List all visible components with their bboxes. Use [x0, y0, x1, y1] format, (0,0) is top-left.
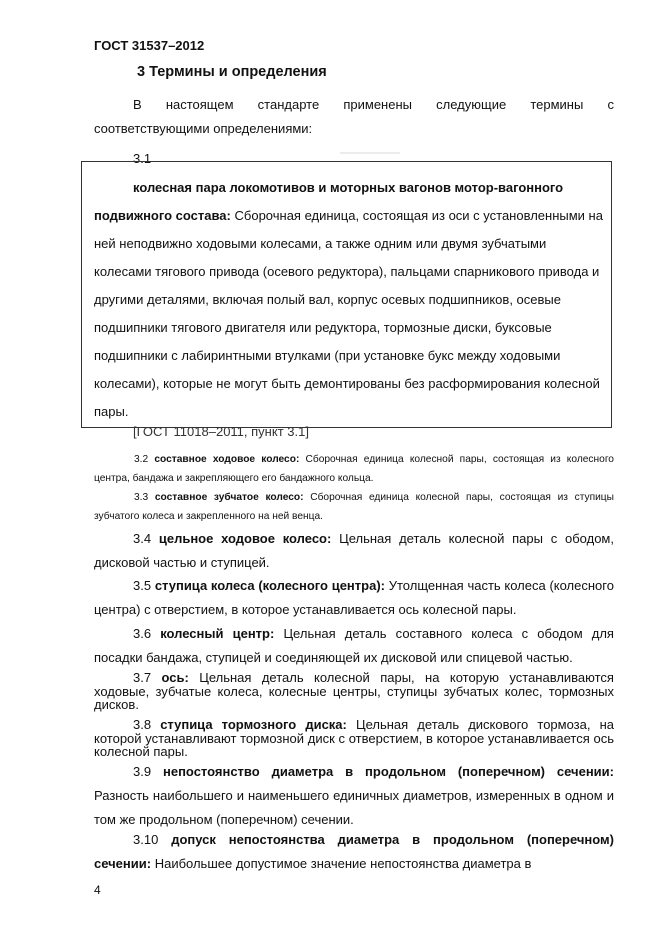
term-3-1-term-line-2: подвижного состава: [94, 208, 231, 223]
faint-mark [340, 152, 400, 154]
intro-line-1: В настоящем стандарте применены следующие термины с [133, 97, 614, 112]
term-3-3: 3.3 составное зубчатое колесо: Сборочная единица колесной пары, состоящая из ступицы зубчатого колеса и закрепленного на ней венца. [94, 492, 614, 522]
document-header: ГОСТ 31537–2012 [94, 38, 205, 53]
term-3-1-term-line-1: колесная пара локомотивов и моторных вагонов мотор-вагонного [133, 180, 564, 195]
term-3-4: 3.4 цельное ходовое колесо: Цельная деталь колесной пары с ободом, дисковой частью и ступицей. [94, 531, 614, 570]
term-3-9: 3.9 непостоянство диаметра в продольном (поперечном) сечении: Разность наибольшего и наименьшего единичных диаметров, измеренных в одном и том же продольном (поперечном) сечении. [94, 764, 614, 827]
term-3-1-number: 3.1 [133, 151, 152, 166]
term-3-2: 3.2 составное ходовое колесо: Сборочная единица колесной пары, состоящая из колесного центра, бандажа и закрепляющего его бандажного кольца. [94, 454, 614, 484]
term-3-8: 3.8 ступица тормозного диска: Цельная деталь дискового тормоза, на которой устанавливают тормозной диск с отверстием, в которое устанавливается ось колесной пары. [94, 717, 614, 759]
term-3-10: 3.10 допуск непостоянства диаметра в продольном (поперечном) сечении: Наибольшее допустимое значение непостоянства диаметра в [94, 832, 614, 871]
term-3-6: 3.6 колесный центр: Цельная деталь составного колеса с ободом для посадки бандажа, ступицей и соединяющей их дисковой или спицевой частью. [94, 626, 614, 665]
term-3-1-source: [ГОСТ 11018–2011, пункт 3.1] [133, 424, 309, 439]
section-title: 3 Термины и определения [137, 64, 327, 80]
term-3-7: 3.7 ось: Цельная деталь колесной пары, на которую устанавливаются ходовые, зубчатые колеса, колесные центры, ступицы зубчатых колес, тормозных дисков. [94, 670, 614, 712]
term-3-1-text [94, 174, 606, 426]
term-3-5: 3.5 ступица колеса (колесного центра): Утолщенная часть колеса (колесного центра) с отверстием, в которое устанавливается ось колесной пары. [94, 578, 614, 617]
term-3-1-definition: Сборочная единица, состоящая из оси с установленными на ней неподвижно ходовыми колесами, а также одним или двумя зубчатыми колесами тягового привода (осевого редуктора), пальцами спарникового привода и другими деталями, включая полый вал, корпус осевых подшипников, осевые подшипники тягового двигателя или редуктора, тормозные диски, буксовые подшипники с лабиринтными втулками (при установке букс между ходовыми колесами), которые не могут быть демонтированы без расформирования колесной пары. [94, 208, 603, 419]
page-number: 4 [94, 883, 101, 897]
intro-line-2: соответствующими определениями: [94, 121, 313, 136]
